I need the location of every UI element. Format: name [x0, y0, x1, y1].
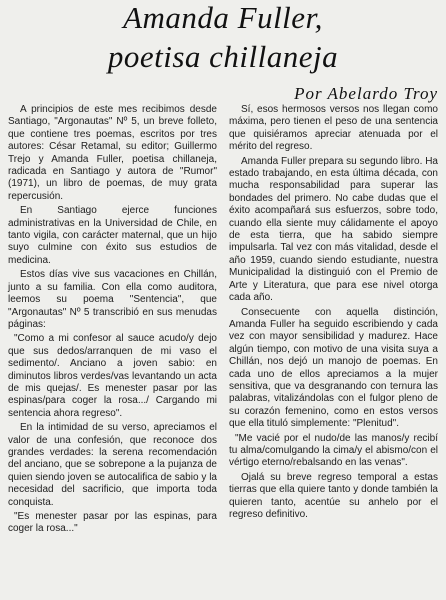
paragraph: En Santiago ejerce funciones administrativas en la Universidad de Chile, en tanto vigila, con carácter maternal, que un hijo suyo culmine con éxito sus estudios de medicina.	[8, 205, 217, 266]
article-title-line-1: Amanda Fuller,	[123, 0, 323, 35]
paragraph: Estos días vive sus vacaciones en Chillán, junto a su familia. Con ella como auditora, leemos su poema "Sentencia", que "Argonautas" Nº 5 transcribió en sus menudas páginas:	[8, 269, 217, 330]
article-column-left	[8, 104, 217, 536]
paragraph: En la intimidad de su verso, apreciamos el valor de una confesión, que reconoce dos grandes verdades: la serena recomendación del anciano, que se sobrepone a la pujanza de quien siendo joven se autocalifica de sabio y la necesidad del sacrificio, que importa toda conquista.	[8, 422, 217, 508]
article-column-right	[229, 104, 438, 521]
article-title-line-2: poetisa chillaneja	[107, 39, 339, 74]
article-byline: Por Abelardo Troy	[294, 84, 438, 103]
poem-quote-plenitud: "Me vacié por el nudo/de las manos/y recibí tu alma/comulgando la cima/y el abismo/con el vértigo eterno/rebalsando en las venas".	[229, 432, 438, 469]
paragraph: Sí, esos hermosos versos nos llegan como máxima, pero tienen el peso de una sentencia que quisiéramos apreciar atenuada por el mérito del regreso.	[229, 104, 438, 153]
quote: "Es menester pasar por las espinas, para coger la rosa..."	[8, 511, 217, 535]
poem-quote-sentencia: "Como a mi confesor al sauce acudo/y dejo que sus dedos/arranquen de mi vaso el sedimento/. Anciano a joven sabio: en diminutos libros verdes/vas levantando un acta de mis quejas/. Es menester pasar por las espinas/para coger la rosa.../ Cargando mi sentencia ahora regreso".	[8, 333, 217, 419]
paragraph: Amanda Fuller prepara su segundo libro. Ha estado trabajando, en esta última década, con mucha responsabilidad para superar las bondades del primero. No cabe dudas que el éxito acompañará sus esfuerzos, sobre todo, cuando ella siente muy cálidamente el apoyo de esta tierra, que ha sabido siempre impulsarla. Tal vez con más vitalidad, desde el año 1959, cuando siendo estudiante, nuestra Municipalidad la distinguió con el Premio de Arte y Literatura, que para ese nivel otorga cada año.	[229, 155, 438, 304]
paragraph: Consecuente con aquella distinción, Amanda Fuller ha seguido escribiendo y cada vez con mayor sensibilidad y madurez. Hace algún tiempo, con motivo de una visita suya a Chillán, nos dejó un manojo de poemas. En cada uno de ellos apreciamos a la mujer sensitiva, que va desgranando con ternura las palabras, vitalizándolas con el fulgor pleno de su corazón femenino, como en estos versos que ella tituló simplemente: "Plenitud".	[229, 306, 438, 430]
paragraph: Ojalá su breve regreso temporal a estas tierras que ella quiere tanto y donde también la quieren tanto, acentúe su anhelo por el regreso definitivo.	[229, 471, 438, 520]
paragraph: A principios de este mes recibimos desde Santiago, "Argonautas" Nº 5, un breve folleto, que contiene tres poemas, escritos por tres autores: César Retamal, su editor; Guillermo Trejo y Amanda Fuller, poetisa chillaneja, radicada en Santiago y autora de "Rumor" (1971), un libro de poemas, de muy grata repercusión.	[8, 104, 217, 202]
